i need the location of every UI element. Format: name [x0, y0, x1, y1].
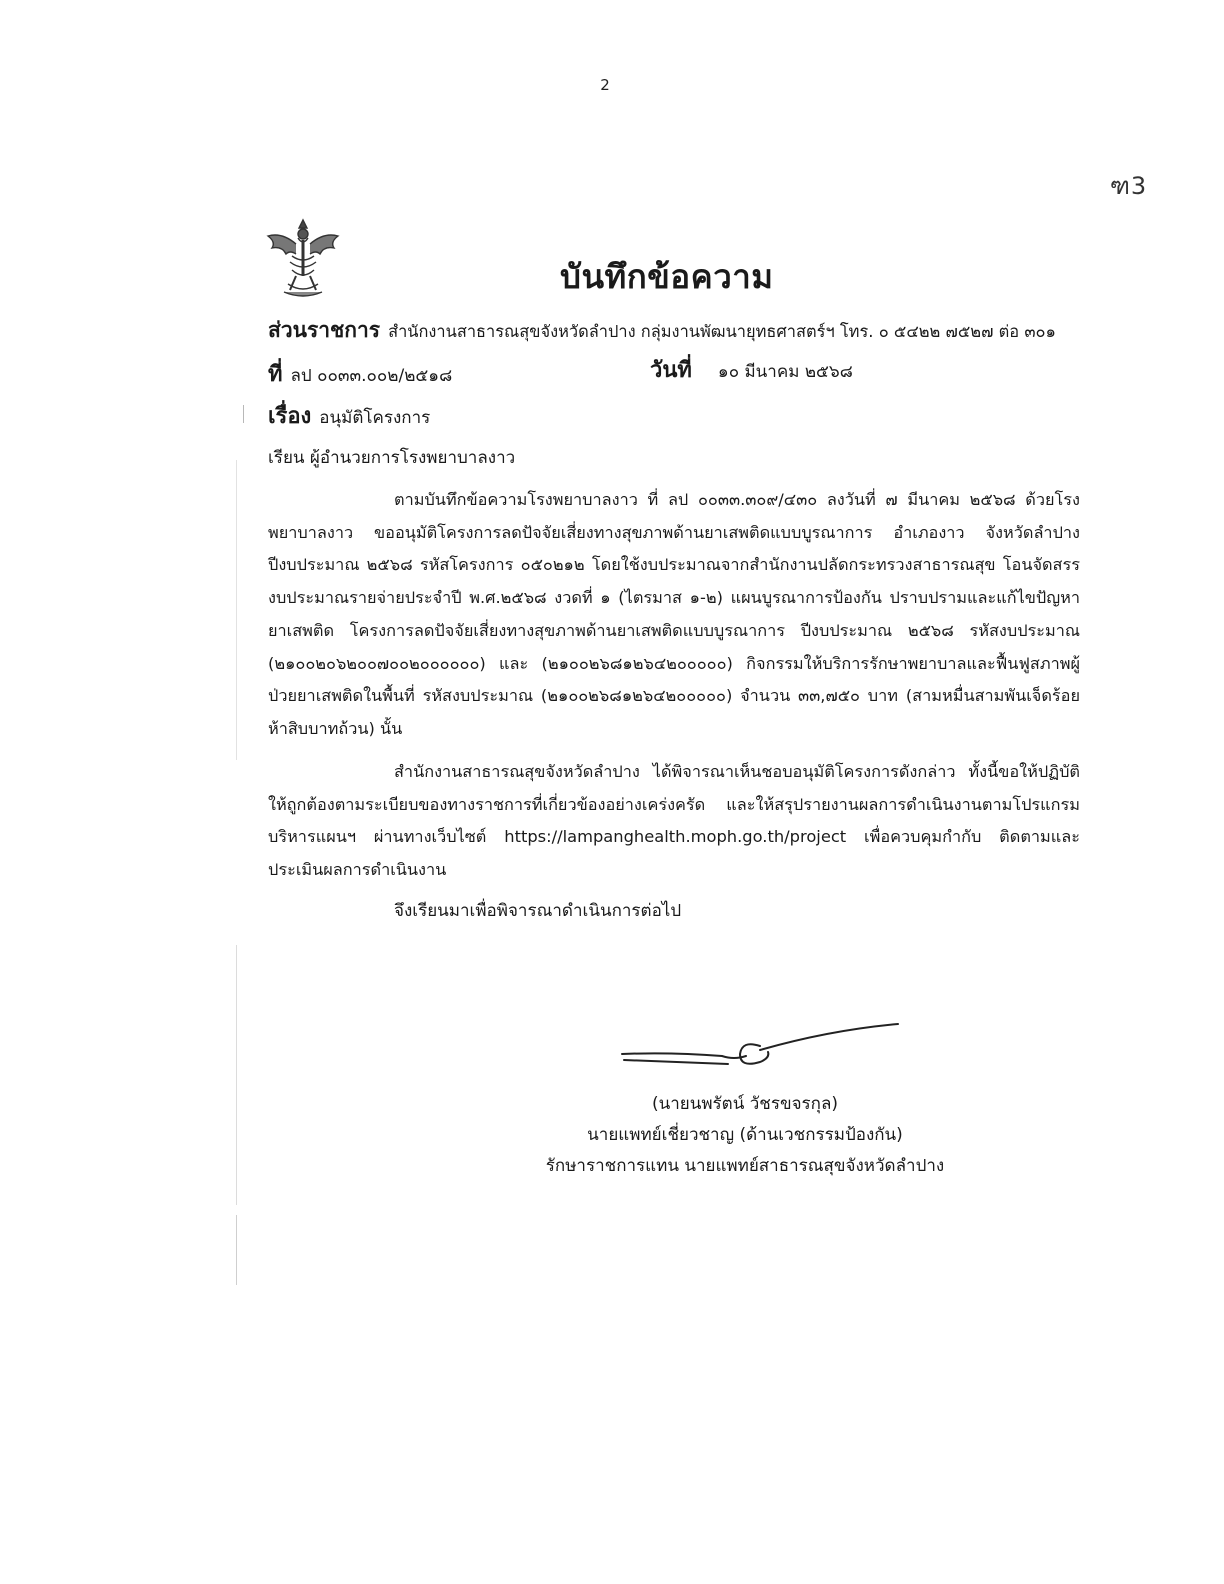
- document-title: บันทึกข้อความ: [560, 257, 774, 296]
- subject-label: เรื่อง: [268, 404, 312, 429]
- body-paragraph: [268, 756, 1080, 887]
- body-paragraph: [268, 484, 1080, 746]
- page-number: 2: [600, 76, 610, 94]
- closing-line: จึงเรียนมาเพื่อพิจารณาดำเนินการต่อไป: [394, 901, 682, 921]
- signer-acting-for: รักษาราชการแทน นายแพทย์สาธารณสุขจังหวัดลำปาง: [545, 1156, 945, 1176]
- agency-label: ส่วนราชการ: [268, 318, 381, 342]
- paragraph-text: สำนักงานสาธารณสุขจังหวัดลำปาง ได้พิจารณาเห็นชอบอนุมัติโครงการดังกล่าว ทั้งนี้ขอให้ปฏิบัติให้ถูกต้องตามระเบียบของทางราชการที่เกี่ยวข้องอย่างเคร่งครัด และให้สรุปรายงานผลการดำเนินงานตามโปรแกรมบริหารแผนฯ ผ่านทางเว็บไซต์ https://lampanghealth.moph.go.th/project เพื่อควบคุมกำกับ ติดตามและประเมินผลการดำเนินงาน: [268, 762, 1080, 880]
- signer-name: (นายนพรัตน์ วัชรขจรกุล): [651, 1094, 839, 1114]
- corner-mark: ฑ3: [1110, 172, 1148, 200]
- date-value: ๑๐ มีนาคม ๒๕๖๘: [717, 362, 853, 382]
- agency-line: [268, 314, 1056, 347]
- subject-line: [268, 398, 430, 433]
- agency-value: สำนักงานสาธารณสุขจังหวัดลำปาง กลุ่มงานพัฒนายุทธศาสตร์ฯ โทร. ๐ ๕๔๒๒ ๗๕๒๗ ต่อ ๓๐๑: [388, 322, 1056, 341]
- reference-line: [268, 356, 452, 391]
- garuda-emblem-icon: [262, 214, 344, 300]
- paragraph-text: ตามบันทึกข้อความโรงพยาบาลงาว ที่ ลป ๐๐๓๓.๓๐๙/๔๓๐ ลงวันที่ ๗ มีนาคม ๒๕๖๘ ด้วยโรงพยาบาลงาว ขออนุมัติโครงการลดปัจจัยเสี่ยงทางสุขภาพด้านยาเสพติดแบบบูรณาการ อำเภองาว จังหวัดลำปาง ปีงบประมาณ ๒๕๖๘ รหัสโครงการ ๐๕๐๒๑๒ โดยใช้งบประมาณจากสำนักงานปลัดกระทรวงสาธารณสุข โอนจัดสรรงบประมาณรายจ่ายประจำปี พ.ศ.๒๕๖๘ งวดที่ ๑ (ไตรมาส ๑-๒) แผนบูรณาการป้องกัน ปราบปรามและแก้ไขปัญหายาเสพติด โครงการลดปัจจัยเสี่ยงทางสุขภาพด้านยาเสพติดแบบบูรณาการ ปีงบประมาณ ๒๕๖๘ รหัสงบประมาณ (๒๑๐๐๒๐๖๒๐๐๗๐๐๒๐๐๐๐๐๐) และ (๒๑๐๐๒๖๘๑๒๖๔๒๐๐๐๐๐) กิจกรรมให้บริการรักษาพยาบาลและฟื้นฟูสภาพผู้ป่วยยาเสพติดในพื้นที่ รหัสงบประมาณ (๒๑๐๐๒๖๘๑๒๖๔๒๐๐๐๐๐) จำนวน ๓๓,๗๕๐ บาท (สามหมื่นสามพันเจ็ดร้อยห้าสิบบาทถ้วน) นั้น: [268, 490, 1080, 738]
- scan-edge-mark: [236, 1215, 237, 1285]
- reference-value: ลป ๐๐๓๓.๐๐๒/๒๕๑๘: [290, 366, 453, 386]
- reference-label: ที่: [268, 362, 283, 387]
- subject-value: อนุมัติโครงการ: [319, 408, 431, 428]
- salutation: เรียน ผู้อำนวยการโรงพยาบาลงาว: [268, 448, 516, 468]
- date-line: [650, 352, 853, 387]
- signer-position: นายแพทย์เชี่ยวชาญ (ด้านเวชกรรมป้องกัน): [587, 1125, 903, 1145]
- date-label: วันที่: [650, 358, 692, 383]
- scan-edge-mark: [236, 945, 237, 1205]
- scan-edge-mark: [243, 405, 244, 423]
- scan-edge-mark: [236, 460, 237, 760]
- signature-mark: [610, 1016, 910, 1076]
